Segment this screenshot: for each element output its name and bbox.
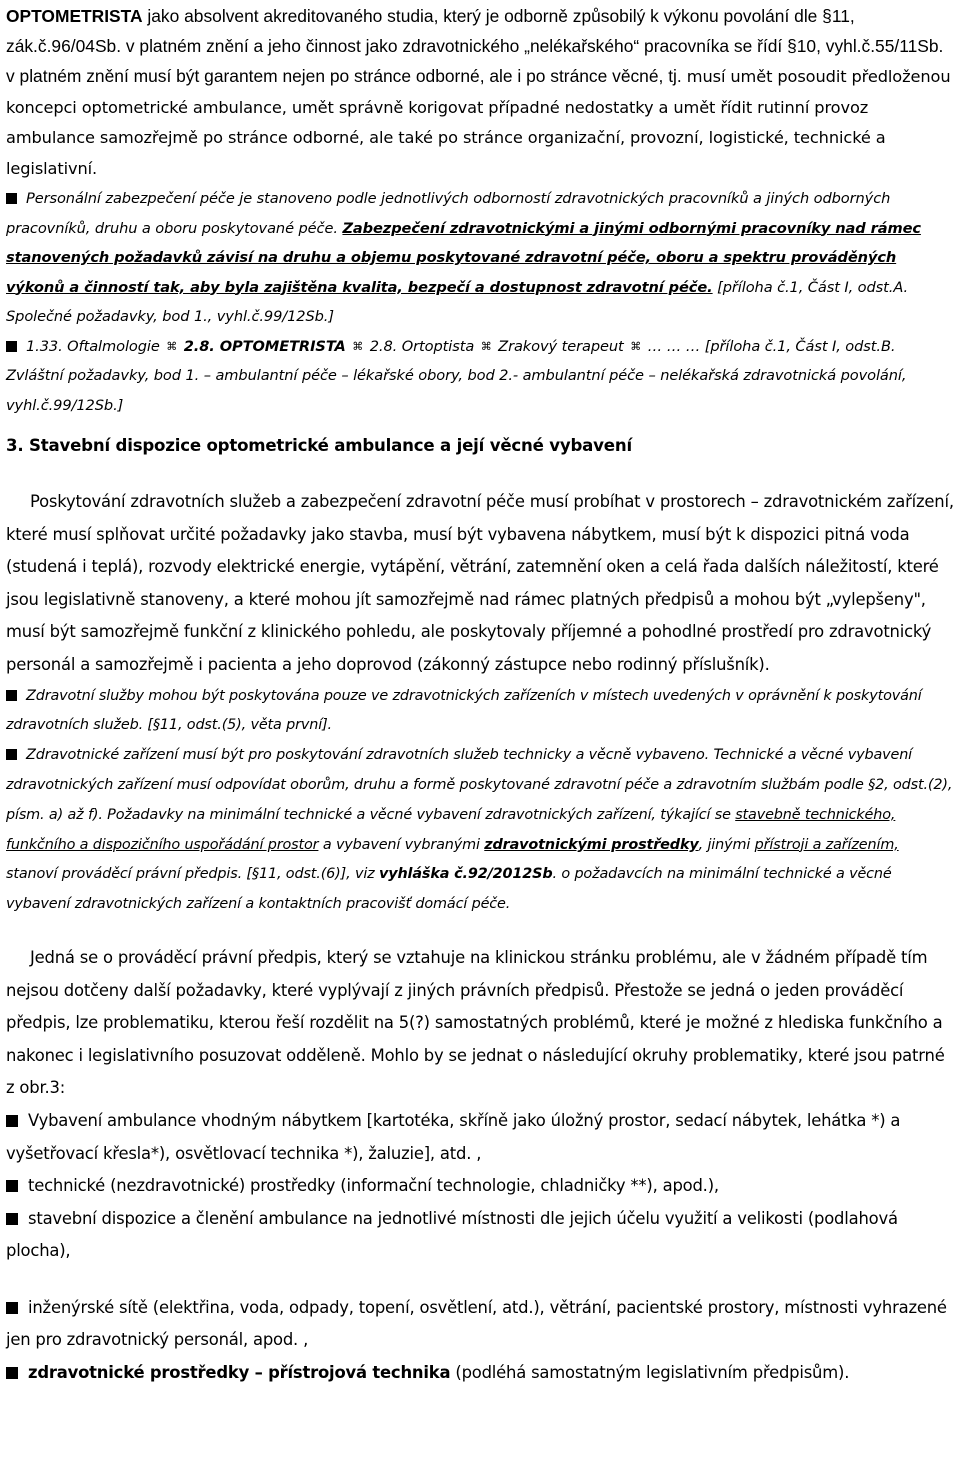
bullet-2-underline-3: přístroji a zařízením, — [754, 836, 899, 853]
square-bullet-icon — [6, 1180, 18, 1192]
list-item-text: Vybavení ambulance vhodným nábytkem [kartotéka, skříně jako úložný prostor, sedací nábytek, lehátka *) a vyšetřovací křesla*), osvětlovací technika *), žaluzie], atd. , — [6, 1110, 901, 1163]
section-paragraph-2: Jedná se o prováděcí právní předpis, který se vztahuje na klinickou stránku problému, ale v žádném případě tím nejsou dotčeny další požadavky, které vyplývají z jiných právních předpisů. Přestože se jedná o jeden prováděcí předpis, lze problematiku, kterou řeší rozdělit na 5(?) samostatných problémů, které je možné z hlediska funkčního a nakonec i legislativního posuzovat odděleně. Mohlo by se jednat o následující okruhy problematiky, které jsou patrné z obr.3: — [6, 947, 945, 1098]
list-item-text: technické (nezdravotnické) prostředky (informační technologie, chladničky **), apod.), — [28, 1176, 719, 1196]
pointer-icon: ⌘ — [480, 339, 492, 353]
list-item — [6, 1170, 954, 1203]
square-bullet-icon — [6, 1115, 18, 1127]
list-item — [6, 1203, 954, 1268]
bullet-2-text-2: a vybavení vybranými — [318, 836, 485, 853]
bullet-2-text-5: . o požadavcích na minimální technické a věcné vybavení zdravotnických zařízení a kontaktních pracovišť domácí péče. — [6, 866, 892, 913]
bullet-2-text-4: stanoví prováděcí právní předpis. [§11, odst.(6)], viz — [6, 866, 379, 883]
specialty-c: 2.8. Ortoptista — [369, 337, 475, 355]
list-item-last — [6, 1357, 954, 1390]
square-bullet-icon — [6, 1302, 18, 1314]
bullet-paragraph-2 — [6, 741, 954, 920]
personal-paragraph — [6, 184, 954, 332]
specialty-a: 1.33. Oftalmologie — [26, 337, 160, 355]
bullet-paragraph-1 — [6, 682, 954, 742]
section-heading: 3. Stavební dispozice optometrické ambulance a její věcné vybavení — [6, 436, 632, 455]
list-item-text: inženýrské sítě (elektřina, voda, odpady, topení, osvětlení, atd.), větrání, pacientské prostory, místnosti vyhrazené jen pro zdravotnický personál, apod. , — [6, 1297, 947, 1350]
square-bullet-icon — [6, 193, 17, 204]
square-bullet-icon — [6, 1367, 18, 1379]
intro-text-1: jako absolvent akreditovaného studia, který je odborně způsobilý k výkonu povolání dle §11, zák.č.96/04Sb. v platném znění a jeho činnost jako zdravotnického „nelékařského“ pracovníka se řídí §10, vyhl.č.55/11Sb. v platném znění musí být garantem nejen po stránce odborné, ale i po stránce věcné, tj. — [6, 6, 944, 86]
last-item-text: (podléhá samostatným legislativním předpisům). — [450, 1363, 850, 1383]
square-bullet-icon — [6, 1213, 18, 1225]
section-paragraph-1: Poskytování zdravotních služeb a zabezpečení zdravotní péče musí probíhat v prostorech – zdravotnickém zařízení, které musí splňovat určité požadavky jako stavba, musí být vybavena nábytkem, musí být k dispozici pitná voda (studená i teplá), rozvody elektrické energie, vytápění, větrání, zatemnění oken a celá řada dalších náležitostí, které jsou legislativně stanoveny, a které mohou jít samozřejmě nad rámec platných předpisů a mohou být „vylepšeny", musí být samozřejmě funkční z klinického pohledu, ale poskytovaly příjemné a pohodlné prostředí pro zdravotnický personál a samozřejmě i pacienta a jeho doprovod (zákonný zástupce nebo rodinný příslušník). — [6, 492, 954, 674]
square-bullet-icon — [6, 690, 17, 701]
last-item-bold: zdravotnické prostředky – přístrojová technika — [28, 1363, 451, 1383]
personal-text-1: Personální zabezpečení péče je stanoveno podle jednotlivých odborností zdravotnických pracovníků a jiných odborných pracovníků, druhu a oboru poskytované péče. — [6, 190, 891, 237]
square-bullet-icon — [6, 749, 17, 760]
specialty-b: 2.8. OPTOMETRISTA — [183, 337, 346, 355]
list-item — [6, 1105, 954, 1170]
bullet-2-text-3: , jinými — [698, 836, 755, 853]
pointer-icon: ⌘ — [166, 339, 178, 353]
intro-paragraph — [6, 0, 954, 183]
pointer-icon: ⌘ — [352, 339, 364, 353]
bullet-2-text-1: Zdravotnické zařízení musí být pro poskytování zdravotních služeb technicky a věcně vybaveno. Technické a věcné vybavení zdravotnických zařízení musí odpovídat oborům, druhu a formě poskytované zdravotní péče a zdravotním službám podle §2, odst.(2), písm. a) až f). Požadavky na minimální technické a věcné vybavení zdravotnických zařízení, týkající se — [6, 747, 953, 823]
specialty-paragraph — [6, 332, 954, 421]
list-item — [6, 1292, 954, 1357]
specialty-d: Zrakový terapeut — [498, 337, 624, 355]
square-bullet-icon — [6, 341, 17, 352]
bullet-2-underline-1: stavebně technického, funkčního a dispozičního uspořádání prostor — [6, 806, 896, 853]
intro-text-2: musí umět posoudit předloženou koncepci optometrické ambulance, umět správně korigovat případné nedostatky a umět řídit rutinní provoz ambulance samozřejmě po stránce odborné, ale také po stránce organizační, provozní, logistické, technické a legislativní. — [6, 67, 951, 178]
bullet-2-underline-2: zdravotnickými prostředky — [484, 836, 699, 853]
list-item-text: stavební dispozice a členění ambulance na jednotlivé místnosti dle jejich účelu využití a velikosti (podlahová plocha), — [6, 1208, 898, 1261]
bullet-1-text: Zdravotní služby mohou být poskytována pouze ve zdravotnických zařízeních v místech uvedených v oprávnění k poskytování zdravotních služeb. [§11, odst.(5), věta první]. — [6, 687, 922, 734]
personal-text-3: [příloha č.1, Část I, odst.A. Společné požadavky, bod 1., vyhl.č.99/12Sb.] — [6, 278, 909, 325]
optometrista-term: OPTOMETRISTA — [6, 6, 143, 26]
bullet-2-bold: vyhláška č.92/2012Sb — [379, 866, 553, 883]
specialty-e: … … … [příloha č.1, Část I, odst.B. Zvláštní požadavky, bod 1. – ambulantní péče – lékařské obory, bod 2.- ambulantní péče – nelékařská zdravotnická povolání, vyhl.č.99/12Sb.] — [6, 337, 907, 414]
pointer-icon: ⌘ — [630, 339, 642, 353]
personal-text-2: Zabezpečení zdravotnickými a jinými odbornými pracovníky nad rámec stanovených požadavků závisí na druhu a objemu poskytované zdravotní péče, oboru a spektru prováděných výkonů a činností tak, aby byla zajištěna kvalita, bezpečí a dostupnost zdravotní péče. — [6, 219, 921, 296]
